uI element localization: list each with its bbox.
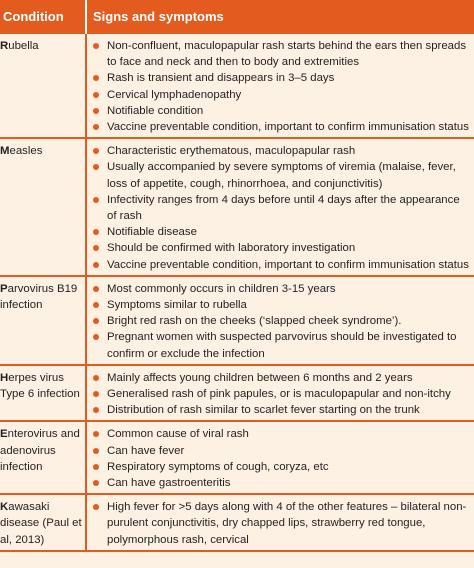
bullet-icon <box>93 164 99 170</box>
bullet-icon <box>93 124 99 130</box>
list-item <box>93 143 472 159</box>
condition-cell <box>0 494 86 551</box>
symptoms-cell <box>86 34 474 138</box>
condition-cell <box>0 138 86 276</box>
condition-name: arvovirus B19 infection <box>0 282 78 312</box>
header-row <box>0 0 474 34</box>
symptom-text: Can have gastroenteritis <box>107 477 231 490</box>
condition-initial: P <box>0 282 8 295</box>
condition-name: easles <box>9 145 43 158</box>
symptom-text: Can have fever <box>107 444 185 457</box>
table-row <box>0 494 474 551</box>
symptoms-cell <box>86 276 474 365</box>
bullet-icon <box>93 407 99 413</box>
symptom-text: Infectivity ranges from 4 days before until 4 days after the appearance of rash <box>107 193 460 223</box>
bullet-icon <box>93 302 99 308</box>
symptoms-cell <box>86 138 474 276</box>
condition-initial: E <box>0 428 8 441</box>
condition-name: awasaki disease (Paul et al, 2013) <box>0 501 82 546</box>
symptom-list <box>87 499 472 548</box>
bullet-icon <box>93 464 99 470</box>
symptom-list <box>87 281 472 362</box>
symptom-text: Rash is transient and disappears in 3–5 days <box>107 72 335 85</box>
condition-initial: R <box>0 40 9 52</box>
condition-cell <box>0 365 86 422</box>
bullet-icon <box>93 448 99 454</box>
bullet-icon <box>93 431 99 437</box>
table-row <box>0 365 474 422</box>
bullet-icon <box>93 229 99 235</box>
list-item <box>93 329 472 361</box>
symptom-text: Most commonly occurs in children 3-15 years <box>107 282 336 295</box>
bullet-icon <box>93 504 99 510</box>
condition-name: nterovirus and adenovirus infection <box>0 428 80 473</box>
list-item <box>93 313 472 329</box>
symptom-text: Generalised rash of pink papules, or is maculopapular and non-itchy <box>107 388 451 401</box>
bullet-icon <box>93 262 99 268</box>
list-item <box>93 224 472 240</box>
bullet-icon <box>93 75 99 81</box>
condition-cell <box>0 34 86 138</box>
symptom-text: High fever for >5 days along with 4 of the other features – bilateral non-purulent conjunctivitis, dry chapped lips, strawberry red tongue, polymorphous rash, cervical <box>107 501 467 546</box>
table-row <box>0 138 474 276</box>
list-item <box>93 192 472 224</box>
list-item <box>93 297 472 313</box>
symptom-text: Common cause of viral rash <box>107 428 249 441</box>
list-item <box>93 281 472 297</box>
table-row <box>0 276 474 365</box>
symptom-text: Distribution of rash similar to scarlet fever starting on the trunk <box>107 404 420 417</box>
list-item <box>93 475 472 491</box>
symptoms-cell <box>86 421 474 494</box>
bullet-icon <box>93 375 99 381</box>
list-item <box>93 103 472 119</box>
condition-initial: H <box>0 371 9 384</box>
bullet-icon <box>93 108 99 114</box>
list-item <box>93 38 472 70</box>
bullet-icon <box>93 334 99 340</box>
list-item <box>93 443 472 459</box>
list-item <box>93 70 472 86</box>
symptom-text: Non-confluent, maculopapular rash starts behind the ears then spreads to face and neck and then to body and extremities <box>107 40 467 69</box>
list-item <box>93 240 472 256</box>
symptom-list <box>87 143 472 273</box>
symptoms-cell <box>86 365 474 422</box>
symptom-text: Mainly affects young children between 6 months and 2 years <box>107 371 413 384</box>
symptom-text: Respiratory symptoms of cough, coryza, etc <box>107 460 329 473</box>
symptom-text: Notifiable condition <box>107 104 204 117</box>
symptom-text: Symptoms similar to rubella <box>107 299 247 312</box>
header-condition: Condition <box>0 0 86 34</box>
condition-name: ubella <box>8 40 39 52</box>
symptom-text: Bright red rash on the cheeks (‘slapped cheek syndrome’). <box>107 315 402 328</box>
condition-initial: M <box>0 145 10 158</box>
list-item <box>93 459 472 475</box>
symptom-text: Vaccine preventable condition, important to confirm immunisation status <box>107 121 469 134</box>
symptom-text: Characteristic erythematous, maculopapular rash <box>107 145 356 158</box>
list-item <box>93 257 472 273</box>
symptoms-cell <box>86 494 474 551</box>
list-item <box>93 87 472 103</box>
symptom-list <box>87 38 472 135</box>
symptom-text: Should be confirmed with laboratory investigation <box>107 242 356 255</box>
bullet-icon <box>93 148 99 154</box>
symptom-text: Usually accompanied by severe symptoms of viremia (malaise, fever, loss of appetite, cough, rhinorrhoea, and conjunctivitis) <box>107 161 456 190</box>
condition-cell <box>0 421 86 494</box>
list-item <box>93 159 472 191</box>
condition-name: erpes virus Type 6 infection <box>0 371 80 401</box>
symptom-list <box>87 370 472 419</box>
symptom-text: Cervical lymphadenopathy <box>107 88 242 101</box>
bullet-icon <box>93 43 99 49</box>
table-row <box>0 34 474 138</box>
bullet-icon <box>93 197 99 203</box>
table-row <box>0 421 474 494</box>
bullet-icon <box>93 286 99 292</box>
list-item <box>93 119 472 135</box>
symptom-text: Pregnant women with suspected parvovirus should be investigated to confirm or exclude the infection <box>107 331 457 360</box>
header-signs-symptoms: Signs and symptoms <box>86 0 474 34</box>
bullet-icon <box>93 92 99 98</box>
list-item <box>93 426 472 442</box>
bullet-icon <box>93 318 99 324</box>
list-item <box>93 499 472 548</box>
list-item <box>93 370 472 386</box>
symptom-text: Notifiable disease <box>107 226 197 239</box>
bullet-icon <box>93 480 99 486</box>
symptom-list <box>87 426 472 491</box>
condition-cell <box>0 276 86 365</box>
table-body <box>0 34 474 551</box>
bullet-icon <box>93 391 99 397</box>
symptom-text: Vaccine preventable condition, important to confirm immunisation status <box>107 258 469 271</box>
list-item <box>93 386 472 402</box>
bullet-icon <box>93 245 99 251</box>
condition-initial: K <box>0 501 9 514</box>
list-item <box>93 402 472 418</box>
